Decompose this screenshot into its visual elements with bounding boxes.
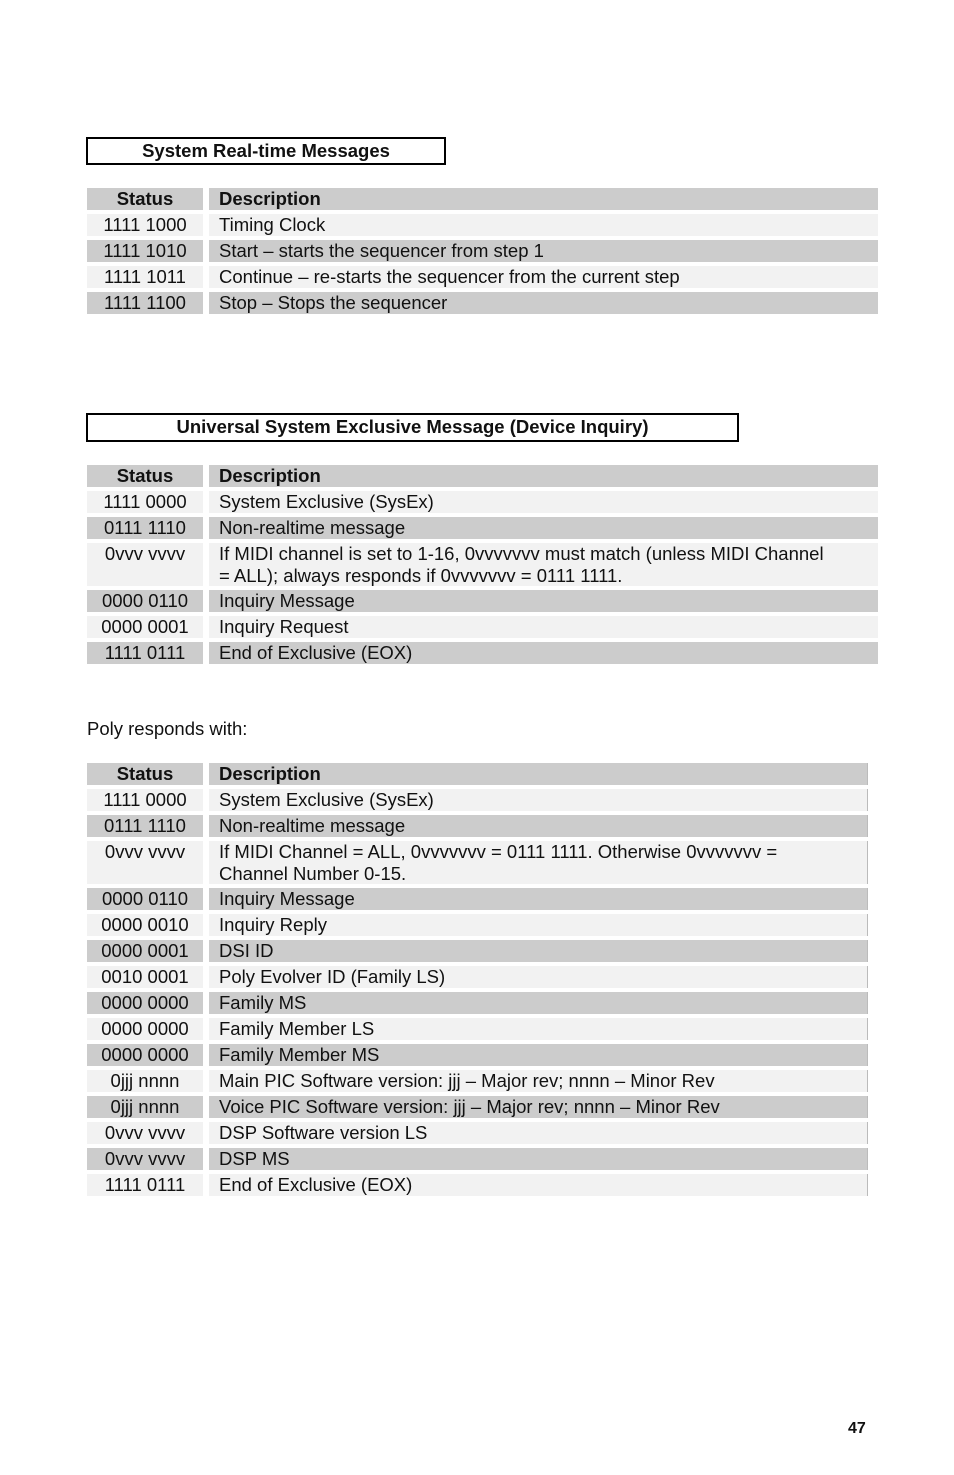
description-line: If MIDI Channel = ALL, 0vvvvvvv = 0111 1111. Otherwise 0vvvvvvv = bbox=[219, 841, 778, 862]
description-cell: Continue – re-starts the sequencer from the current step bbox=[209, 266, 878, 288]
table-header bbox=[87, 188, 878, 210]
status-cell: 1111 0000 bbox=[87, 789, 203, 811]
table-row bbox=[87, 940, 880, 962]
status-cell: 0000 0110 bbox=[87, 888, 203, 910]
description-cell: Inquiry Message bbox=[209, 590, 878, 612]
description-cell: Inquiry Request bbox=[209, 616, 878, 638]
page-number: 47 bbox=[848, 1420, 866, 1437]
description-cell: Inquiry Reply bbox=[209, 914, 880, 936]
status-cell: 0jjj nnnn bbox=[87, 1070, 203, 1092]
header-description: Description bbox=[209, 763, 880, 785]
description-cell: DSI ID bbox=[209, 940, 880, 962]
description-cell: DSP Software version LS bbox=[209, 1122, 880, 1144]
table-row bbox=[87, 616, 878, 638]
description-line: = ALL); always responds if 0vvvvvvv = 0111 1111. bbox=[219, 564, 623, 586]
header-description: Description bbox=[209, 188, 878, 210]
table-row bbox=[87, 1018, 880, 1040]
status-cell: 1111 0000 bbox=[87, 491, 203, 513]
status-cell: 0000 0001 bbox=[87, 616, 203, 638]
status-cell: 0000 0000 bbox=[87, 1018, 203, 1040]
description-cell bbox=[209, 841, 880, 884]
description-cell: Family MS bbox=[209, 992, 880, 1014]
status-cell: 0111 1110 bbox=[87, 815, 203, 837]
status-cell: 1111 1000 bbox=[87, 214, 203, 236]
header-status: Status bbox=[87, 188, 203, 210]
description-cell: End of Exclusive (EOX) bbox=[209, 1174, 880, 1196]
description-cell: Voice PIC Software version: jjj – Major rev; nnnn – Minor Rev bbox=[209, 1096, 880, 1118]
table-row bbox=[87, 1044, 880, 1066]
description-cell: Timing Clock bbox=[209, 214, 878, 236]
status-cell: 0000 0010 bbox=[87, 914, 203, 936]
status-cell: 1111 0111 bbox=[87, 642, 203, 664]
table-row bbox=[87, 266, 878, 288]
realtime-messages-table bbox=[87, 188, 878, 314]
device-inquiry-table bbox=[87, 465, 878, 664]
description-line: Channel Number 0-15. bbox=[219, 862, 407, 884]
description-cell: Main PIC Software version: jjj – Major rev; nnnn – Minor Rev bbox=[209, 1070, 880, 1092]
table-row bbox=[87, 966, 880, 988]
status-cell: 0000 0000 bbox=[87, 992, 203, 1014]
header-description: Description bbox=[209, 465, 878, 487]
status-cell: 0vvv vvvv bbox=[87, 841, 203, 884]
table-header bbox=[87, 763, 880, 785]
table-row bbox=[87, 841, 880, 884]
status-cell: 0111 1110 bbox=[87, 517, 203, 539]
description-cell: Start – starts the sequencer from step 1 bbox=[209, 240, 878, 262]
description-cell: Non-realtime message bbox=[209, 815, 880, 837]
description-cell: End of Exclusive (EOX) bbox=[209, 642, 878, 664]
description-cell: System Exclusive (SysEx) bbox=[209, 491, 878, 513]
status-cell: 1111 1100 bbox=[87, 292, 203, 314]
table-row bbox=[87, 543, 878, 586]
section-title-realtime: System Real-time Messages bbox=[86, 137, 446, 165]
description-cell: Inquiry Message bbox=[209, 888, 880, 910]
table-row bbox=[87, 517, 878, 539]
status-cell: 0000 0001 bbox=[87, 940, 203, 962]
description-cell: Non-realtime message bbox=[209, 517, 878, 539]
description-cell: Poly Evolver ID (Family LS) bbox=[209, 966, 880, 988]
table-row bbox=[87, 292, 878, 314]
table-row bbox=[87, 1148, 880, 1170]
description-cell: System Exclusive (SysEx) bbox=[209, 789, 880, 811]
table-row bbox=[87, 642, 878, 664]
table-row bbox=[87, 888, 880, 910]
table-row bbox=[87, 1174, 880, 1196]
table-row bbox=[87, 1070, 880, 1092]
header-status: Status bbox=[87, 763, 203, 785]
status-cell: 0vvv vvvv bbox=[87, 1122, 203, 1144]
header-status: Status bbox=[87, 465, 203, 487]
table-row bbox=[87, 590, 878, 612]
description-cell: Family Member MS bbox=[209, 1044, 880, 1066]
inquiry-response-table bbox=[87, 763, 880, 1196]
table-header bbox=[87, 465, 878, 487]
status-cell: 0vvv vvvv bbox=[87, 543, 203, 586]
status-cell: 0000 0110 bbox=[87, 590, 203, 612]
table-row bbox=[87, 992, 880, 1014]
description-cell bbox=[209, 543, 878, 586]
section-title-device-inquiry: Universal System Exclusive Message (Device Inquiry) bbox=[86, 413, 739, 442]
status-cell: 1111 0111 bbox=[87, 1174, 203, 1196]
table-row bbox=[87, 815, 880, 837]
table-row bbox=[87, 914, 880, 936]
table-row bbox=[87, 240, 878, 262]
description-cell: Family Member LS bbox=[209, 1018, 880, 1040]
table-row bbox=[87, 1096, 880, 1118]
description-cell: Stop – Stops the sequencer bbox=[209, 292, 878, 314]
description-line: If MIDI channel is set to 1-16, 0vvvvvvv must match (unless MIDI Channel bbox=[219, 543, 824, 564]
status-cell: 0vvv vvvv bbox=[87, 1148, 203, 1170]
status-cell: 1111 1011 bbox=[87, 266, 203, 288]
description-cell: DSP MS bbox=[209, 1148, 880, 1170]
table-row bbox=[87, 214, 878, 236]
status-cell: 1111 1010 bbox=[87, 240, 203, 262]
table-row bbox=[87, 789, 880, 811]
table-row bbox=[87, 491, 878, 513]
status-cell: 0010 0001 bbox=[87, 966, 203, 988]
table-row bbox=[87, 1122, 880, 1144]
status-cell: 0000 0000 bbox=[87, 1044, 203, 1066]
responds-label: Poly responds with: bbox=[87, 718, 248, 739]
status-cell: 0jjj nnnn bbox=[87, 1096, 203, 1118]
